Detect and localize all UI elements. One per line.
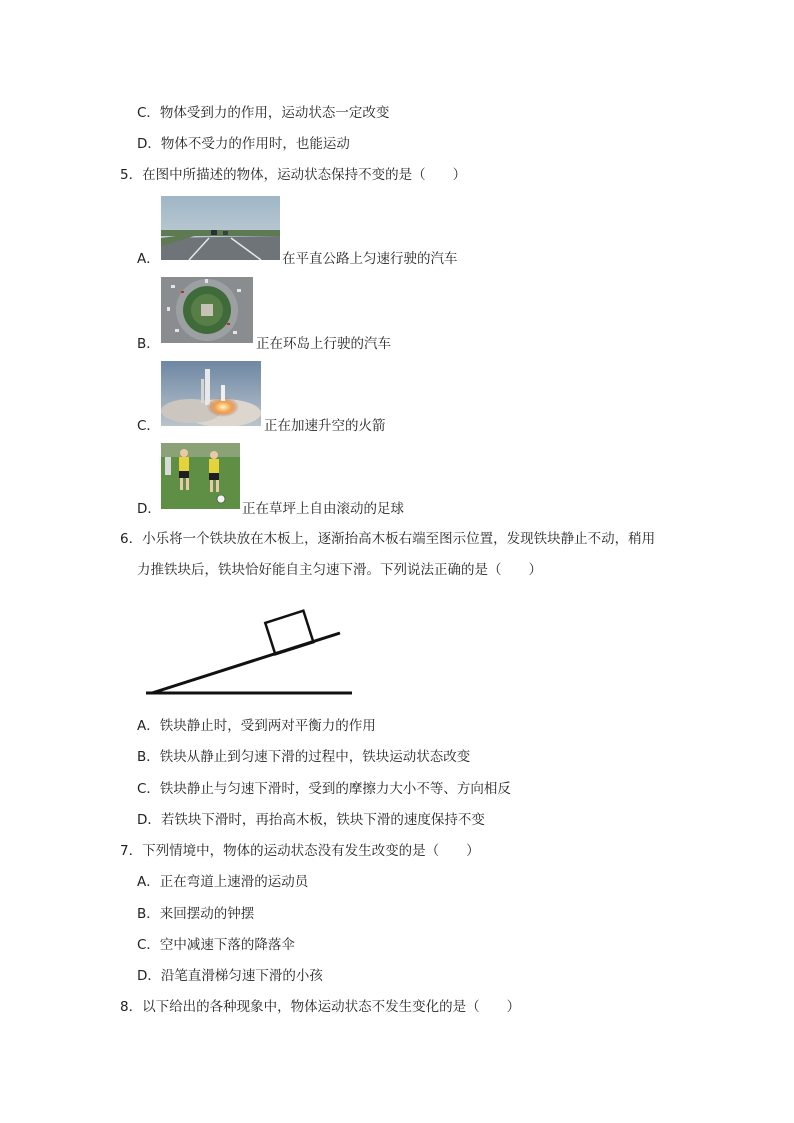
rocket-launch-photo [161, 361, 261, 426]
q6-option-d: D．若铁块下滑时，再抬高木板，铁块下滑的速度保持不变 [137, 812, 485, 828]
roundabout-photo [161, 277, 253, 343]
q6-option-b: B．铁块从静止到匀速下滑的过程中，铁块运动状态改变 [137, 749, 471, 765]
soccer-photo [161, 443, 240, 509]
q6-option-a: A．铁块静止时，受到两对平衡力的作用 [137, 718, 376, 734]
prev-option-c: C．物体受到力的作用，运动状态一定改变 [137, 105, 390, 121]
inclined-plane-figure [142, 592, 358, 698]
q7-option-c: C．空中减速下落的降落伞 [137, 937, 295, 953]
q6-stem-line2: 力推铁块后，铁块恰好能自主匀速下滑。下列说法正确的是（ ） [137, 562, 542, 578]
q6-stem-line1: 6．小乐将一个铁块放在木板上，逐渐抬高木板右端至图示位置，发现铁块静止不动，稍用 [120, 531, 656, 547]
q5-option-d-letter: D． [137, 501, 161, 517]
q5-option-b-text: 正在环岛上行驶的汽车 [256, 336, 391, 352]
q7-stem: 7．下列情境中，物体的运动状态没有发生改变的是（ ） [120, 843, 480, 859]
q5-option-b-letter: B． [137, 336, 160, 352]
q7-option-d: D．沿笔直滑梯匀速下滑的小孩 [137, 968, 323, 984]
q5-option-a-letter: A． [137, 251, 160, 267]
q5-option-a-text: 在平直公路上匀速行驶的汽车 [282, 251, 458, 267]
q7-option-b: B．来回摆动的钟摆 [137, 906, 255, 922]
q5-stem: 5．在图中所描述的物体，运动状态保持不变的是（ ） [120, 167, 467, 183]
q5-option-c-letter: C． [137, 418, 160, 434]
prev-option-d: D．物体不受力的作用时，也能运动 [137, 136, 350, 152]
q6-option-c: C．铁块静止与匀速下滑时，受到的摩擦力大小不等、方向相反 [137, 781, 511, 797]
q5-option-c-text: 正在加速升空的火箭 [264, 418, 386, 434]
q7-option-a: A．正在弯道上速滑的运动员 [137, 874, 309, 890]
highway-photo [161, 196, 280, 260]
q8-stem: 8．以下给出的各种现象中，物体运动状态不发生变化的是（ ） [120, 999, 521, 1015]
q5-option-d-text: 正在草坪上自由滚动的足球 [242, 501, 404, 517]
